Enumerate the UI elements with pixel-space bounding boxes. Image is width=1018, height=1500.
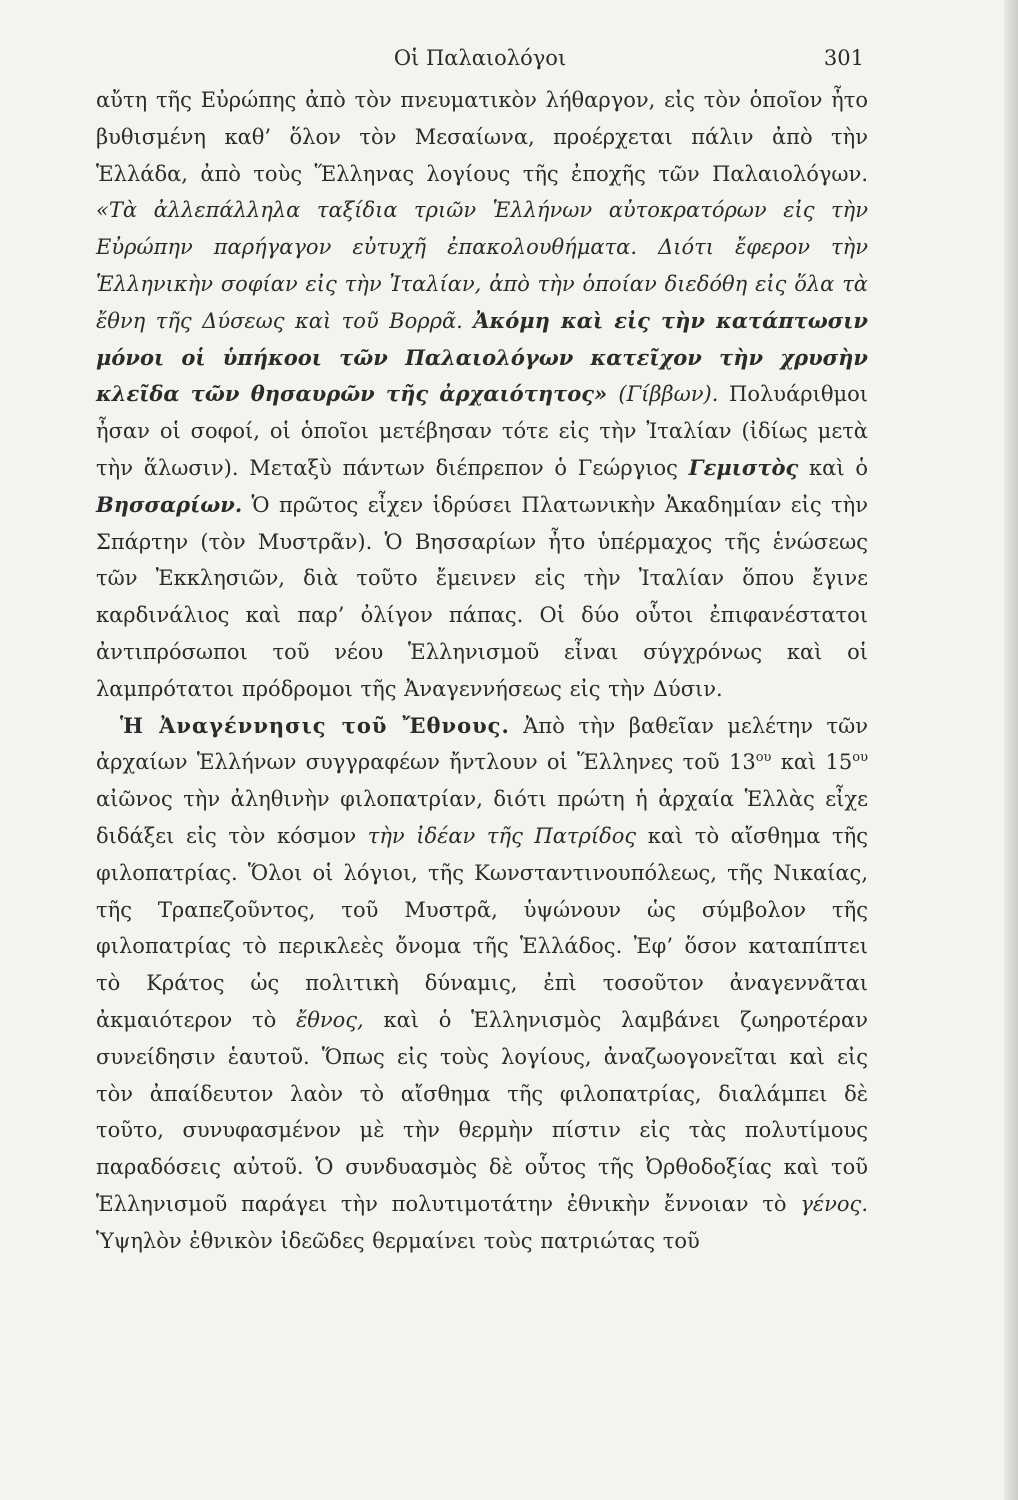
ordinal-superscript: ου xyxy=(852,750,868,766)
quotation-italic: «Τὰ ἀλλεπάλληλα ταξίδια τριῶν Ἑλλήνων αὐτοκρατόρων εἰς τὴν Εὐρώπην παρήγαγον εὐτυχῆ ἐπακολουθήματα. Διότι ἔφερον τὴν Ἑλληνικὴν σοφίαν εἰς τὴν Ἰταλίαν, ἀπὸ τὴν ὁποίαν διεδόθη εἰς ὅλα τὰ ἔθνη τῆς Δύσεως καὶ τοῦ Βορρᾶ. xyxy=(96,198,868,333)
running-title: Οἱ Παλαιολόγοι xyxy=(393,46,567,70)
text-run: Ὁ πρῶτος εἶχεν ἱδρύσει Πλατωνικὴν Ἀκαδημίαν εἰς τὴν Σπάρτην (τὸν Μυστρᾶν). Ὁ Βησσαρίων ἦτο ὑπέρμαχος τῆς ἑνώσεως τῶν Ἐκκλησιῶν, διὰ τοῦτο ἔμεινεν εἰς τὴν Ἰταλίαν ὅπου ἔγινε καρδινάλιος καὶ παρ’ ὀλίγον πάπας. Οἱ δύο οὗτοι ἐπιφανέστατοι ἀντιπρόσωποι τοῦ νέου Ἑλληνισμοῦ εἶναι σύγχρόνως καὶ οἱ λαμπρότατοι πρόδρομοι τῆς Ἀναγεννήσεως εἰς τὴν Δύσιν. xyxy=(96,492,868,701)
page-header xyxy=(96,46,864,76)
text-run: Πολυάριθμοι ἦσαν οἱ σοφοί, οἱ ὁποῖοι μετέβησαν τότε εἰς τὴν Ἰταλίαν (ἰδίως μετὰ τὴν ἅλωσιν). Μεταξὺ πάντων διέπρεπον ὁ Γεώργιος xyxy=(96,382,869,480)
text-run: Ὑψηλὸν ἐθνικὸν ἰδεῶδες θερμαίνει τοὺς πατριώτας τοῦ xyxy=(96,1228,700,1253)
page-number: 301 xyxy=(823,46,864,70)
text-run: αὔτη τῆς Εὐρώπης ἀπὸ τὸν πνευματικὸν λήθαργον, εἰς τὸν ὁποῖον ἦτο βυθισμένη καθ’ ὅλον τὸν Μεσαίωνα, προέρχεται πάλιν ἀπὸ τὴν Ἑλλάδα, ἀπὸ τοὺς Ἕλληνας λογίους τῆς ἐποχῆς τῶν Παλαιολόγων. xyxy=(96,88,868,186)
text-run: αἰῶνος τὴν ἀληθινὴν φιλοπατρίαν, διότι πρώτη ἡ ἀρχαία Ἑλλὰς εἶχε διδάξει εἰς τὸν κόσμον xyxy=(96,787,868,848)
page-edge-shadow xyxy=(1004,0,1018,1500)
italic-genos: γένος. xyxy=(800,1191,868,1216)
name-bessarion: Βησσαρίων. xyxy=(96,491,243,517)
ordinal-superscript: ου xyxy=(755,750,772,766)
paragraph-2 xyxy=(96,708,868,1260)
citation-gibbon: (Γίββων). xyxy=(618,382,719,407)
name-gemistos: Γεμιστὸς xyxy=(688,454,799,480)
italic-idea-of-fatherland: τὴν ἰδέαν τῆς Πατρίδος xyxy=(367,823,637,848)
body-text xyxy=(96,82,868,1260)
italic-ethnos: ἔθνος, xyxy=(295,1007,364,1032)
section-heading: Ἡ Ἀναγέννησις τοῦ Ἔθνους. xyxy=(120,712,510,738)
text-run: καὶ τὸ αἴσθημα τῆς φιλοπατρίας. Ὅλοι οἱ λόγιοι, τῆς Κωνσταντινουπόλεως, τῆς Νικαίας, τῆς Τραπεζοῦντος, τοῦ Μυστρᾶ, ὑψώνουν ὡς σύμβολον τῆς φιλοπατρίας τὸ περικλεὲς ὄνομα τῆς Ἑλλάδος. Ἐφ’ ὅσον καταπίπτει τὸ Κράτος ὡς πολιτικὴ δύναμις, ἐπὶ τοσοῦτον ἀναγεννᾶται ἀκμαιότερον τὸ xyxy=(96,823,868,1032)
paragraph-1 xyxy=(96,82,868,708)
text-run: Ἀπὸ τὴν βαθεῖαν μελέτην τῶν ἀρχαίων Ἑλλήνων συγγραφέων ἤντλουν οἱ Ἕλληνες τοῦ 13 xyxy=(96,713,868,775)
quotation-bold-italic: Ἀκόμη καὶ εἰς τὴν κατάπτωσιν μόνοι οἱ ὑπήκοοι τῶν Παλαιολόγων κατεῖχον τὴν χρυσὴν κλεῖδα τῶν θησαυρῶν τῆς ἀρχαιότητος» xyxy=(96,307,868,407)
text-run: καὶ ὁ xyxy=(798,455,868,480)
text-run: καὶ 15 xyxy=(771,750,853,775)
text-run: καὶ ὁ Ἑλληνισμὸς λαμβάνει ζωηροτέραν συνείδησιν ἑαυτοῦ. Ὅπως εἰς τοὺς λογίους, ἀναζωογονεῖται καὶ εἰς τὸν ἀπαίδευτον λαὸν τὸ αἴσθημα τῆς φιλοπατρίας, διαλάμπει δὲ τοῦτο, συνυφασμένον μὲ τὴν θερμὴν πίστιν εἰς τὰς πολυτίμους παραδόσεις αὐτοῦ. Ὁ συνδυασμὸς δὲ οὗτος τῆς Ὀρθοδοξίας καὶ τοῦ Ἑλληνισμοῦ παράγει τὴν πολυτιμοτάτην ἐθνικὴν ἔννοιαν τὸ xyxy=(96,1007,868,1216)
